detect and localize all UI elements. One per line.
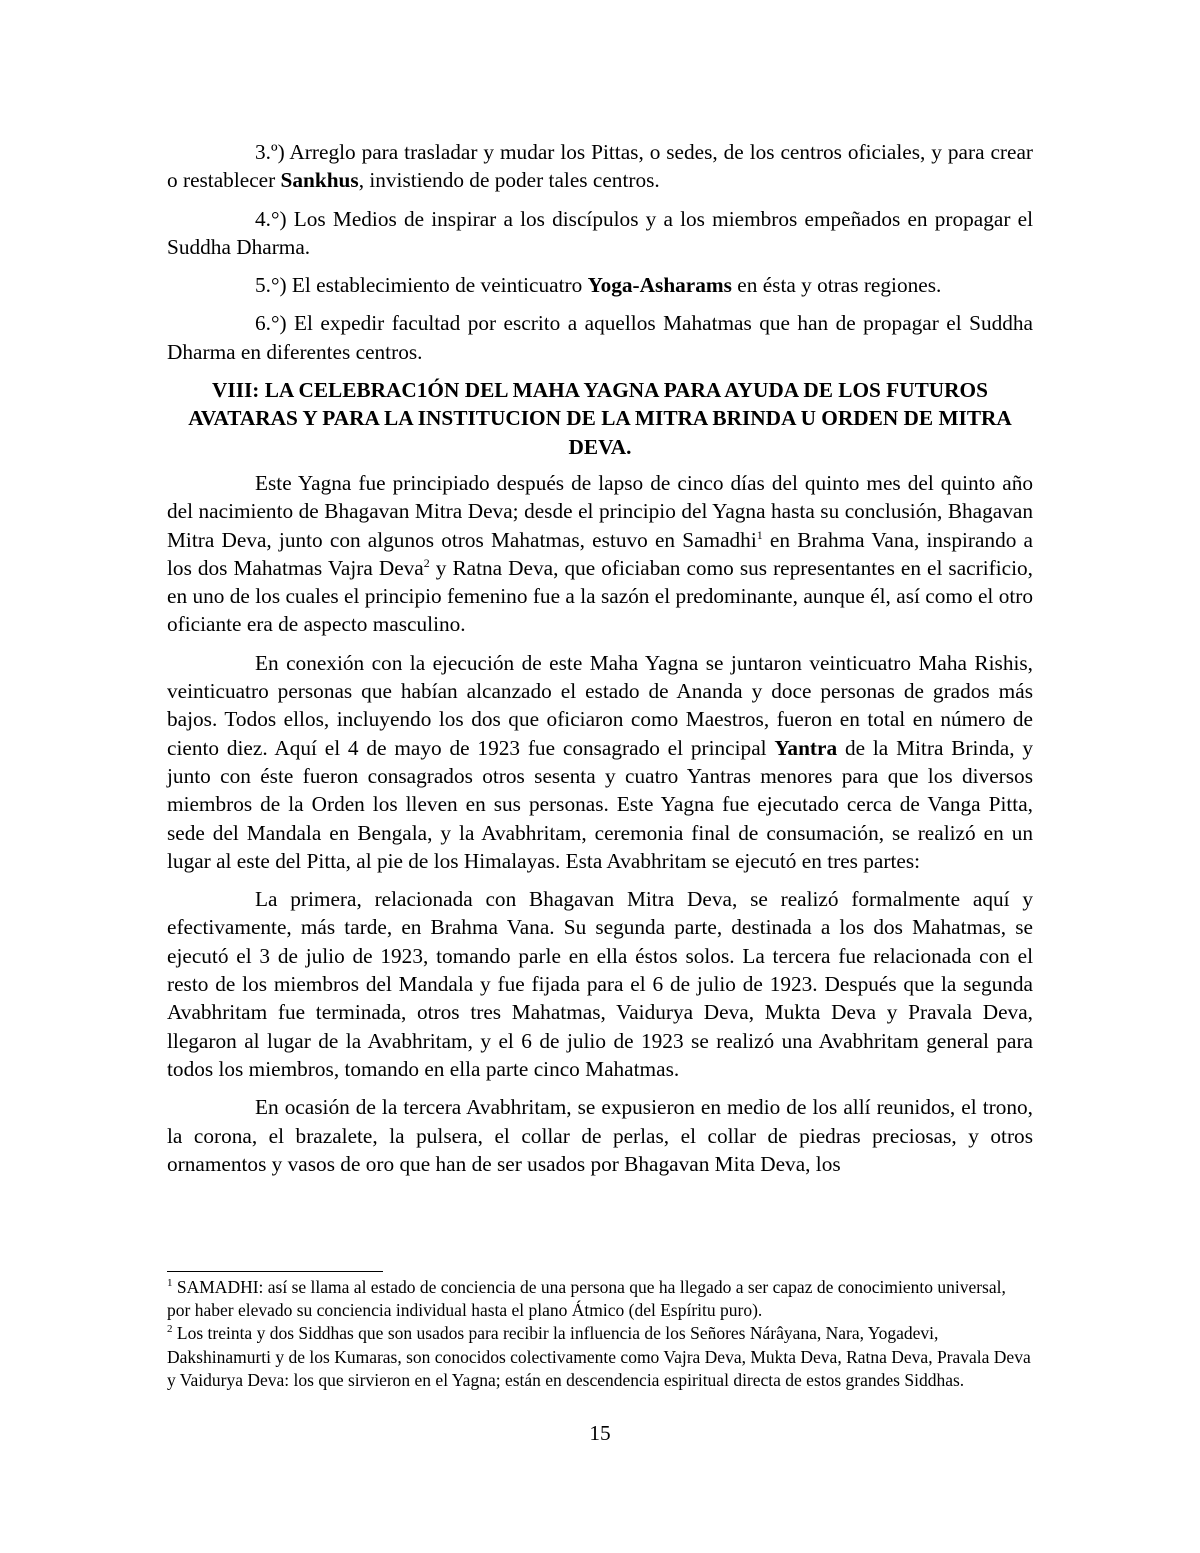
footnote-mark: 1 bbox=[167, 1277, 173, 1290]
paragraph-item-5 bbox=[167, 271, 1033, 299]
footnote-reference-1[interactable]: 1 bbox=[756, 527, 763, 542]
paragraph-item-6 bbox=[167, 309, 1033, 366]
paragraph-item-4 bbox=[167, 205, 1033, 262]
footnote-reference-2[interactable]: 2 bbox=[423, 555, 430, 570]
paragraph-text: Este Yagna fue principiado después de lapso de cinco días del quinto mes del quinto año del nacimiento de Bhagavan Mitra Deva; desde el principio del Yagna hasta su conclusión, Bhagavan Mitra Deva, junto con algunos otros Mahatmas, estuvo en Samadhi bbox=[167, 470, 1033, 552]
footnotes bbox=[167, 1276, 1033, 1392]
paragraph-text: en ésta y otras regiones. bbox=[731, 273, 942, 298]
bold-term-yantra: Yantra bbox=[774, 735, 838, 760]
bold-term-sankhus: Sankhus bbox=[280, 168, 359, 193]
paragraph-text: 4.°) Los Medios de inspirar a los discípulos y a los miembros empeñados en propagar el Suddha Dharma. bbox=[167, 206, 1033, 259]
footnote-text: SAMADHI: así se llama al estado de conciencia de una persona que ha llegado a ser capaz de conocimiento universal, por haber elevado su conciencia individual hasta el plano Átmico (del Espíritu puro). bbox=[167, 1277, 1006, 1321]
paragraph-text: 6.°) El expedir facultad por escrito a aquellos Mahatmas que han de propagar el Suddha Dharma en diferentes centros. bbox=[167, 311, 1033, 364]
paragraph-text: , invistiendo de poder tales centros. bbox=[358, 168, 660, 193]
paragraph-conexion bbox=[167, 649, 1033, 875]
footnote-mark: 2 bbox=[167, 1323, 173, 1336]
body-text bbox=[167, 138, 1033, 1188]
page-number: 15 bbox=[589, 1421, 611, 1445]
paragraph-text: En conexión con la ejecución de este Maha Yagna se juntaron veinticuatro Maha Rishis, veinticuatro personas que habían alcanzado el estado de Ananda y doce personas de grados más bajos. Todos ellos, incluyendo los dos que oficiaron como Maestros, fueron en total en número de ciento diez. Aquí el 4 de mayo de 1923 fue consagrado el principal bbox=[167, 650, 1033, 760]
paragraph-text: En ocasión de la tercera Avabhritam, se expusieron en medio de los allí reunidos, el trono, la corona, el brazalete, la pulsera, el collar de perlas, el collar de piedras preciosas, y otros ornamentos y vasos de oro que han de ser usados por Bhagavan Mita Deva, los bbox=[167, 1095, 1033, 1176]
paragraph-text: 3.º) Arreglo para trasladar y mudar los Pittas, o sedes, de los centros oficiales, y para crear o restablecer bbox=[167, 140, 1033, 193]
section-heading: VIII: LA CELEBRAC1ÓN DEL MAHA YAGNA PARA AYUDA DE LOS FUTUROS AVATARAS Y PARA LA INSTITUCION DE LA MITRA BRINDA U ORDEN DE MITRA DEVA. bbox=[188, 378, 1012, 459]
paragraph-text: en Brahma Vana, inspirando a los dos Mahatmas Vajra Deva bbox=[167, 527, 1033, 580]
bold-term-yoga-asharams: Yoga-Asharams bbox=[587, 273, 732, 298]
paragraph-primera bbox=[167, 885, 1033, 1083]
footnote-1 bbox=[167, 1276, 1033, 1322]
paragraph-text: de la Mitra Brinda, y junto con éste fueron consagrados otros sesenta y cuatro Yantras menores para que los diversos miembros de la Orden los lleven en sus personas. Este Yagna fue ejecutado cerca de Vanga Pitta, sede del Mandala en Bengala, y la Avabhritam, ceremonia final de consumación, se realizó en un lugar al este del Pitta, al pie de los Himalayas. Esta Avabhritam se ejecutó en tres partes: bbox=[167, 735, 1033, 873]
paragraph-text: 5.°) El establecimiento de veinticuatro bbox=[255, 273, 588, 298]
paragraph-text: y Ratna Deva, que oficiaban como sus representantes en el sacrificio, en uno de los cuales el principio femenino fue a la sazón el predominante, aunque él, así como el otro oficiante era de aspecto masculino. bbox=[167, 555, 1033, 637]
paragraph-yagna bbox=[167, 469, 1033, 639]
footnote-2 bbox=[167, 1322, 1033, 1392]
footnote-separator bbox=[167, 1271, 383, 1272]
paragraph-item-3 bbox=[167, 138, 1033, 195]
paragraph-text: La primera, relacionada con Bhagavan Mitra Deva, se realizó formalmente aquí y efectivamente, más tarde, en Brahma Vana. Su segunda parte, destinada a los dos Mahatmas, se ejecutó el 3 de julio de 1923, tomando parle en ella éstos solos. La tercera fue relacionada con el resto de los miembros del Mandala y fue fijada para el 6 de julio de 1923. Después que la segunda Avabhritam fue terminada, otros tres Mahatmas, Vaidurya Deva, Mukta Deva y Pravala Deva, llegaron al lugar de la Avabhritam, y el 6 de julio de 1923 se realizó una Avabhritam general para todos los miembros, tomando en ella parte cinco Mahatmas. bbox=[167, 887, 1033, 1081]
paragraph-ocasion bbox=[167, 1093, 1033, 1178]
footnote-text: Los treinta y dos Siddhas que son usados para recibir la influencia de los Señores Nárâyana, Nara, Yogadevi, Dakshinamurti y de los Kumaras, son conocidos colectivamente como Vajra Deva, Mukta Deva, Ratna Deva, Pravala Deva y Vaidurya Deva: los que sirvieron en el Yagna; están en descendencia espiritual directa de estos grandes Siddhas. bbox=[167, 1323, 1031, 1390]
